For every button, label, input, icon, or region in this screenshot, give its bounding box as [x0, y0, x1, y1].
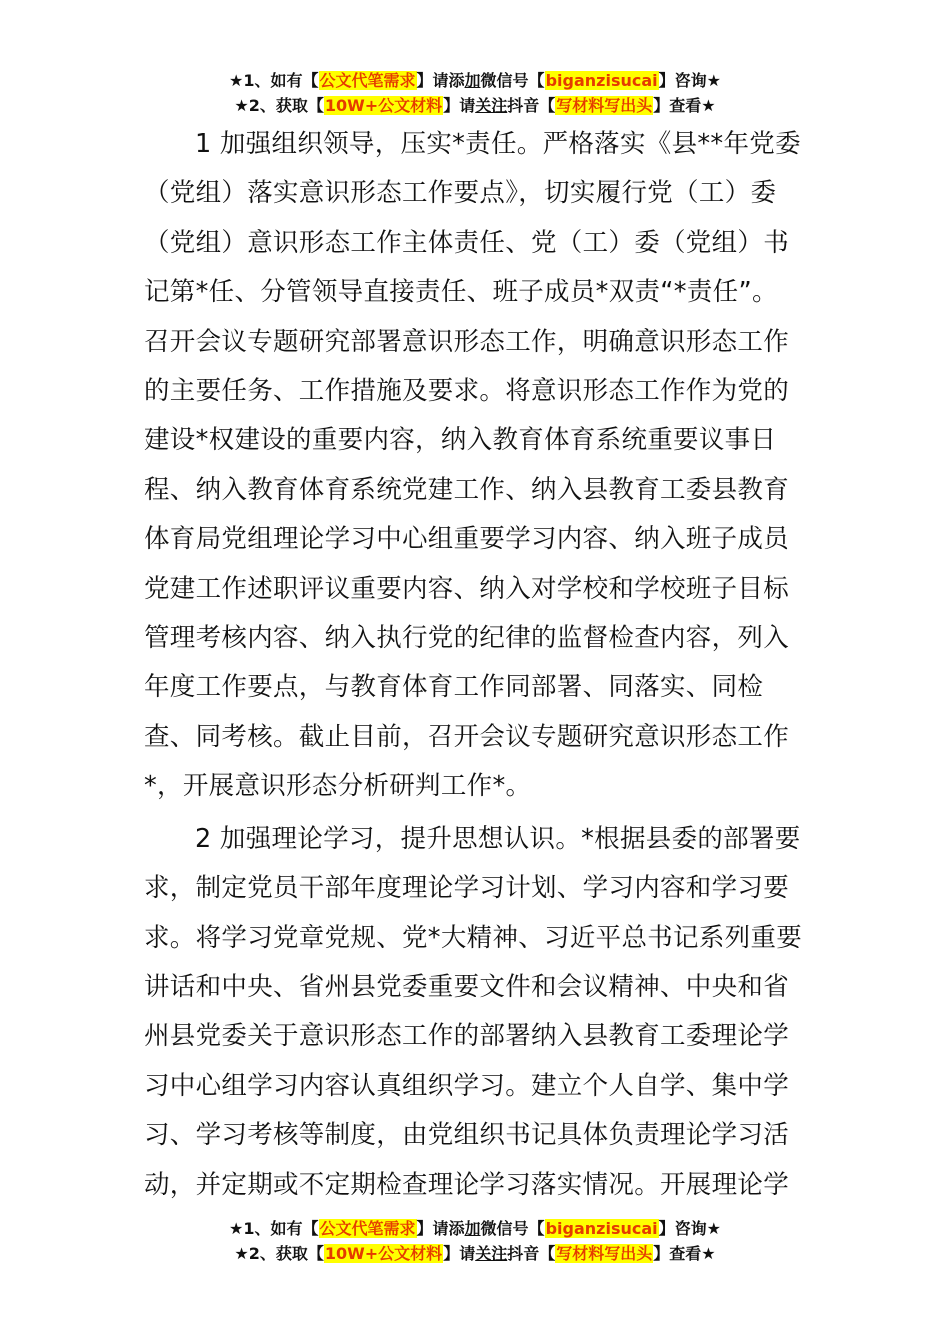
- banner-highlight: biganzisucai: [545, 71, 658, 90]
- banner-text: 】请添: [416, 1219, 465, 1238]
- banner-text: 微信号【: [480, 71, 545, 90]
- banner-text: 】请: [443, 1244, 476, 1263]
- banner-highlight: 10W+公文材料: [324, 96, 443, 115]
- text-line: *，开展意识形态分析研判工作*。: [144, 771, 532, 802]
- text-line: 1 加强组织领导，压实*责任。严格落实《县**年党委: [195, 129, 801, 159]
- banner-text: ★2、获取【: [234, 96, 324, 115]
- banner-line-2: [0, 1241, 950, 1266]
- paragraph-1: [144, 120, 808, 812]
- banner-highlight: 公文代笔需求: [319, 1219, 416, 1238]
- banner-text: 】查看★: [653, 1244, 716, 1263]
- text-line: 党建工作述职评议重要内容、纳入对学校和学校班子目标: [144, 573, 790, 604]
- banner-line-1: [0, 68, 950, 93]
- footer-banner: [0, 1216, 950, 1266]
- paragraph-2: [144, 815, 808, 1210]
- text-line: 管理考核内容、纳入执行党的纪律的监督检查内容，列入: [144, 623, 790, 654]
- text-line: 召开会议专题研究部署意识形态工作，明确意识形态工作: [144, 326, 790, 357]
- banner-highlight: 公文代笔需求: [319, 71, 416, 90]
- banner-highlight: 写材料写出头: [556, 96, 653, 115]
- text-line: 程、纳入教育体育系统党建工作、纳入县教育工委县教育: [144, 474, 790, 505]
- banner-text: 微信号【: [480, 1219, 545, 1238]
- banner-text: 】请: [443, 96, 476, 115]
- banner-text: ★2、获取【: [234, 1244, 324, 1263]
- banner-text: 抖音【: [507, 96, 556, 115]
- text-line: 记第*任、分管领导直接责任、班子成员*双责“*责任”。: [144, 277, 778, 308]
- text-line: 的主要任务、工作措施及要求。将意识形态工作作为党的: [144, 376, 790, 407]
- banner-underlined-text: 关注: [475, 96, 508, 115]
- text-line: 2 加强理论学习，提升思想认识。*根据县委的部署要: [195, 823, 801, 854]
- banner-text: 】请添: [416, 71, 465, 90]
- banner-line-1: [0, 1216, 950, 1241]
- banner-text: 抖音【: [507, 1244, 556, 1263]
- text-line: 讲话和中央、省州县党委重要文件和会议精神、中央和省: [144, 971, 790, 1002]
- text-line: 习中心组学习内容认真组织学习。建立个人自学、集中学: [144, 1070, 790, 1101]
- banner-underlined-text: 加: [464, 71, 481, 90]
- text-line: 求，制定党员干部年度理论学习计划、学习内容和学习要: [144, 873, 790, 904]
- text-line: （党组）落实意识形态工作要点》，切实履行党（工）委: [144, 178, 777, 209]
- text-line: 习、学习考核等制度，由党组织书记具体负责理论学习活: [144, 1120, 790, 1151]
- text-line: 查、同考核。截止目前，召开会议专题研究意识形态工作: [144, 721, 790, 752]
- text-line: 求。将学习党章党规、党*大精神、习近平总书记系列重要: [144, 922, 803, 953]
- banner-text: 】查看★: [653, 96, 716, 115]
- text-line: 建设*权建设的重要内容，纳入教育体育系统重要议事日: [144, 425, 777, 456]
- document-body: [144, 120, 808, 1210]
- banner-line-2: [0, 93, 950, 118]
- banner-text: ★1、如有【: [229, 1219, 319, 1238]
- text-line: 州县党委关于意识形态工作的部署纳入县教育工委理论学: [144, 1021, 790, 1052]
- banner-text: 】咨询★: [658, 1219, 721, 1238]
- banner-underlined-text: 关注: [475, 1244, 508, 1263]
- banner-text: ★1、如有【: [229, 71, 319, 90]
- text-line: 体育局党组理论学习中心组重要学习内容、纳入班子成员: [144, 524, 790, 555]
- text-line: 动，并定期或不定期检查理论学习落实情况。开展理论学: [144, 1169, 790, 1200]
- text-line: （党组）意识形态工作主体责任、党（工）委（党组）书: [144, 227, 790, 258]
- banner-highlight: 写材料写出头: [556, 1244, 653, 1263]
- banner-highlight: 10W+公文材料: [324, 1244, 443, 1263]
- banner-text: 】咨询★: [658, 71, 721, 90]
- banner-underlined-text: 加: [464, 1219, 481, 1238]
- text-line: 年度工作要点，与教育体育工作同部署、同落实、同检: [144, 672, 764, 703]
- banner-highlight: biganzisucai: [545, 1219, 658, 1238]
- header-banner: [0, 68, 950, 118]
